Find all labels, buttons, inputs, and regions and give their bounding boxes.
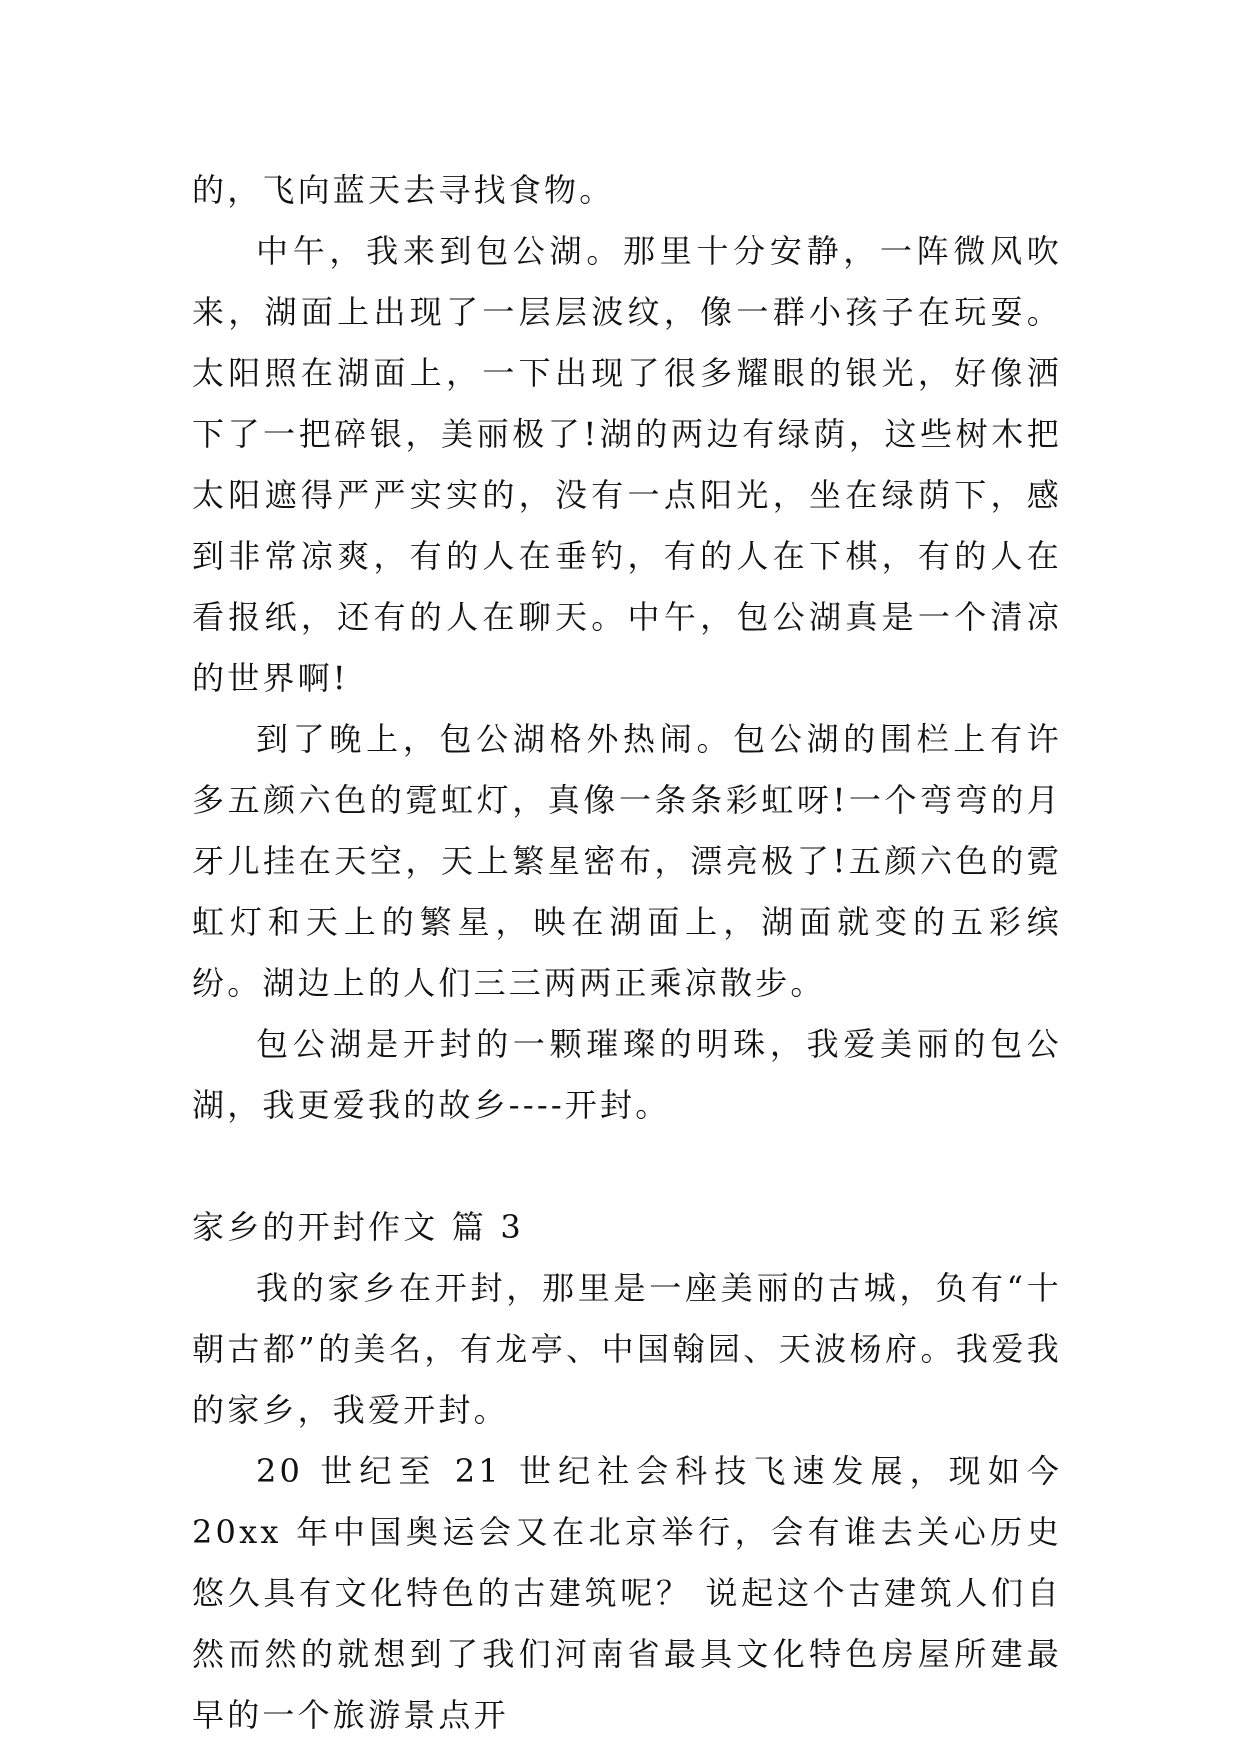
paragraph-evening-lake: 到了晚上，包公湖格外热闹。包公湖的围栏上有许多五颜六色的霓虹灯，真像一条条彩虹呀!一个弯弯的月牙儿挂在天空，天上繁星密布，漂亮极了!五颜六色的霓虹灯和天上的繁星，映在湖面上，湖面就变的五彩缤纷。湖边上的人们三三两两正乘凉散步。 xyxy=(192,720,1062,1002)
paragraph-noon-lake: 中午，我来到包公湖。那里十分安静，一阵微风吹来，湖面上出现了一层层波纹，像一群小孩子在玩耍。太阳照在湖面上，一下出现了很多耀眼的银光，好像洒下了一把碎银，美丽极了!湖的两边有绿荫，这些树木把太阳遮得严严实实的，没有一点阳光，坐在绿荫下，感到非常凉爽，有的人在垂钓，有的人在下棋，有的人在看报纸，还有的人在聊天。中午，包公湖真是一个清凉的世界啊! xyxy=(192,232,1062,697)
paragraph-continuation: 的，飞向蓝天去寻找食物。 xyxy=(192,171,615,209)
paragraph-conclusion: 包公湖是开封的一颗璀璨的明珠，我爱美丽的包公湖，我更爱我的故乡----开封。 xyxy=(192,1025,1062,1124)
paragraph-hometown-intro: 我的家乡在开封，那里是一座美丽的古城，负有“十朝古都”的美名，有龙亭、中国翰园、天波杨府。我爱我的家乡，我爱开封。 xyxy=(192,1269,1062,1429)
paragraph-ancient-buildings: 20 世纪至 21 世纪社会科技飞速发展，现如今 20xx 年中国奥运会又在北京举行，会有谁去关心历史悠久具有文化特色的古建筑呢？ 说起这个古建筑人们自然而然的就想到了我们河南省最具文化特色房屋所建最早的一个旅游景点开 xyxy=(192,1452,1062,1734)
document-body xyxy=(192,160,1062,1746)
section-heading: 家乡的开封作文 篇 3 xyxy=(192,1208,524,1246)
